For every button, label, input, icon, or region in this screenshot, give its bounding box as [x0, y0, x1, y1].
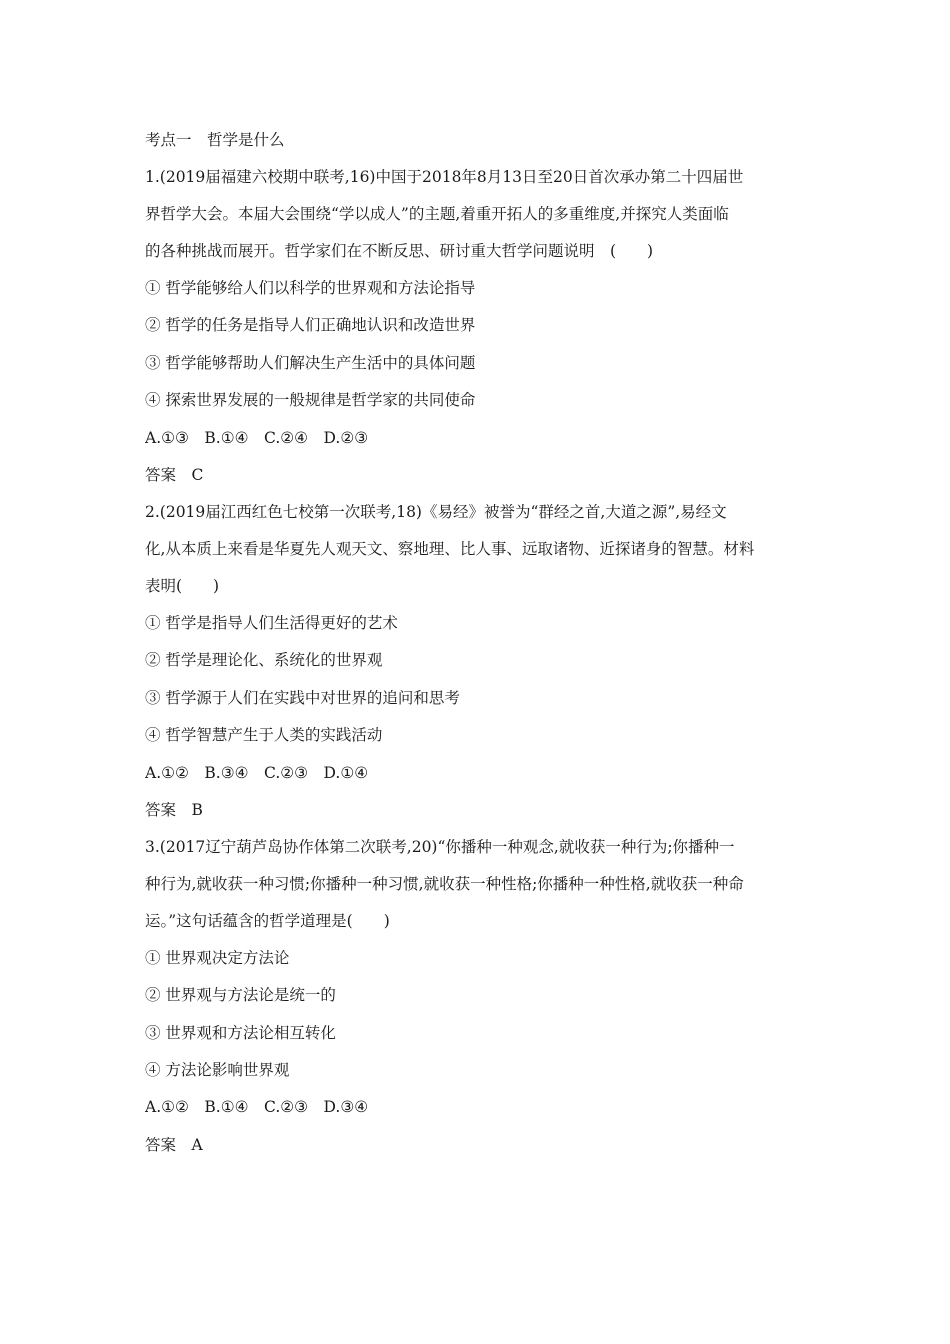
- question-3-stem-line-3: 运。”这句话蕴含的哲学道理是( ): [145, 911, 390, 930]
- question-2-item-2: ② 哲学是理论化、系统化的世界观: [145, 651, 383, 670]
- question-1-item-1: ① 哲学能够给人们以科学的世界观和方法论指导: [145, 279, 476, 297]
- question-2-choices: A.①② B.③④ C.②③ D.①④: [145, 763, 369, 782]
- question-2-answer: 答案 B: [145, 800, 203, 819]
- question-1-stem-line-3: 的各种挑战而展开。哲学家们在不断反思、研讨重大哲学问题说明 ( ): [145, 242, 654, 260]
- question-1-answer: 答案 C: [145, 465, 204, 484]
- question-2-item-3: ③ 哲学源于人们在实践中对世界的追问和思考: [145, 688, 460, 707]
- question-3: [145, 833, 815, 1159]
- question-2-item-1: ① 哲学是指导人们生活得更好的艺术: [145, 613, 398, 632]
- question-3-choices: A.①② B.①④ C.②③ D.③④: [145, 1098, 369, 1117]
- question-1-stem-line-2: 界哲学大会。本届大会围绕“学以成人”的主题,着重开拓人的多重维度,并探究人类面临: [145, 205, 729, 223]
- question-2-stem-line-3: 表明( ): [145, 576, 220, 595]
- question-1: [145, 163, 815, 489]
- question-2-stem-line-1: 2.(2019届江西红色七校第一次联考,18)《易经》被誉为“群经之首,大道之源”,易经文: [145, 502, 727, 521]
- question-2-stem-line-2: 化,从本质上来看是华夏先人观天文、察地理、比人事、远取诸物、近探诸身的智慧。材料: [145, 539, 755, 558]
- question-2-item-4: ④ 哲学智慧产生于人类的实践活动: [145, 726, 383, 745]
- question-3-item-3: ③ 世界观和方法论相互转化: [145, 1023, 336, 1042]
- question-1-choices: A.①③ B.①④ C.②④ D.②③: [145, 428, 369, 447]
- section-title: 考点一 哲学是什么: [145, 131, 285, 149]
- question-3-item-2: ② 世界观与方法论是统一的: [145, 986, 336, 1005]
- question-3-item-4: ④ 方法论影响世界观: [145, 1061, 290, 1080]
- question-1-item-3: ③ 哲学能够帮助人们解决生产生活中的具体问题: [145, 353, 476, 372]
- question-3-item-1: ① 世界观决定方法论: [145, 948, 290, 967]
- question-2: [145, 498, 815, 824]
- question-3-answer: 答案 A: [145, 1135, 203, 1154]
- question-1-stem-line-1: 1.(2019届福建六校期中联考,16)中国于2018年8月13日至20日首次承办第二十四届世: [145, 168, 744, 186]
- question-3-stem-line-1: 3.(2017辽宁葫芦岛协作体第二次联考,20)“你播种一种观念,就收获一种行为;你播种一: [145, 837, 735, 856]
- question-3-stem-line-2: 种行为,就收获一种习惯;你播种一种习惯,就收获一种性格;你播种一种性格,就收获一种命: [145, 874, 744, 893]
- question-1-item-2: ② 哲学的任务是指导人们正确地认识和改造世界: [145, 316, 476, 335]
- question-1-item-4: ④ 探索世界发展的一般规律是哲学家的共同使命: [145, 391, 476, 410]
- document-page: [145, 126, 815, 1168]
